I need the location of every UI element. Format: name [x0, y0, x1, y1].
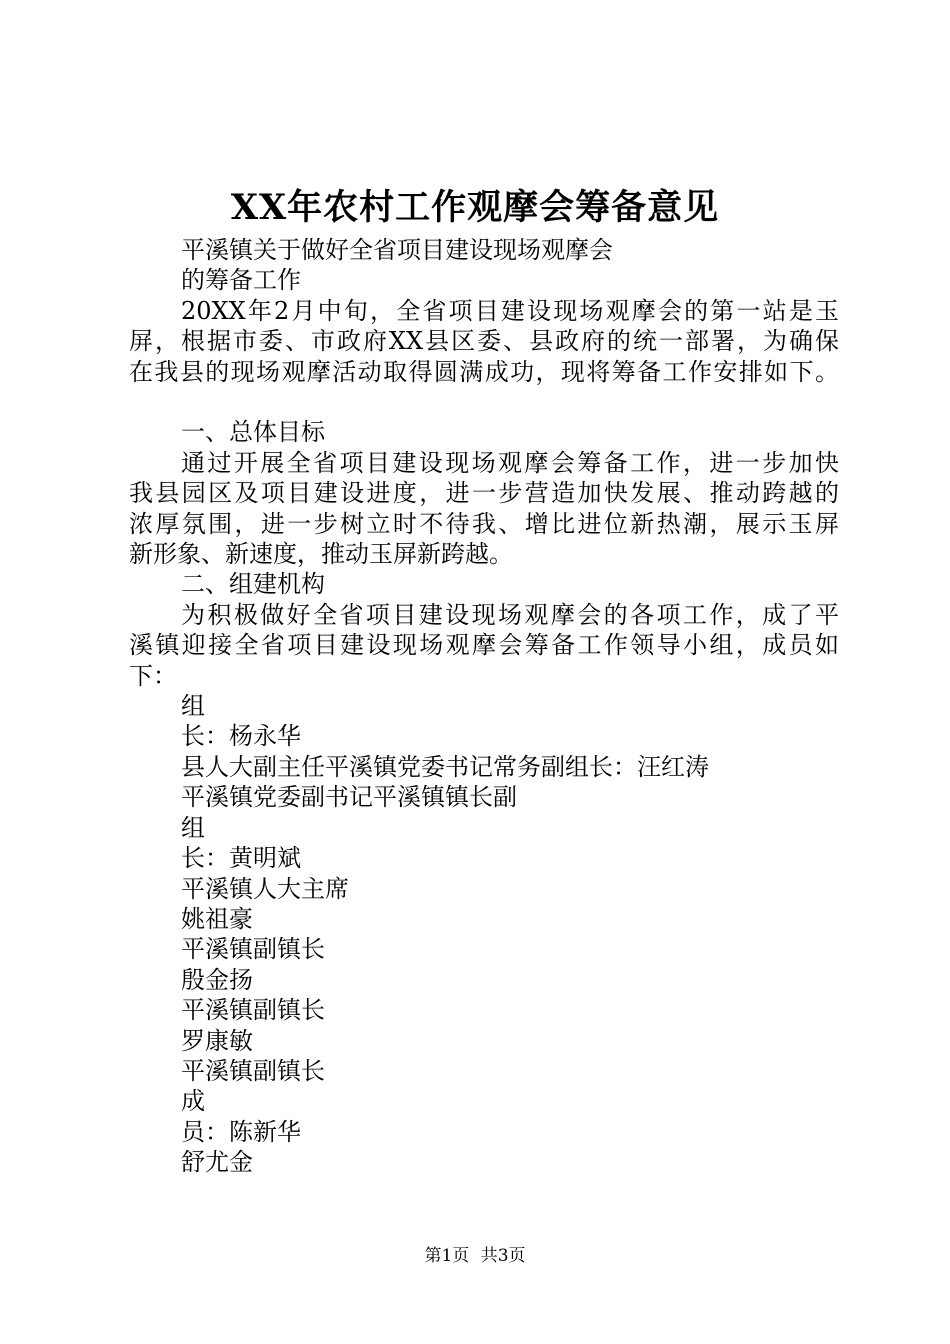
text-line: 的筹备工作: [181, 266, 301, 295]
text-line: 平溪镇党委副书记平溪镇镇长副: [181, 783, 517, 812]
text-line: 下：: [129, 661, 177, 690]
text-line: 组: [181, 692, 205, 721]
page-footer: [0, 1245, 950, 1267]
text-line: 县人大副主任平溪镇党委书记常务副组长：汪红涛: [181, 752, 709, 781]
text-line: 通过开展全省项目建设现场观摩会筹备工作，进一步加快: [181, 448, 839, 477]
text-line: 在我县的现场观摩活动取得圆满成功，现将筹备工作安排如下。: [129, 357, 839, 386]
text-line: 溪镇迎接全省项目建设现场观摩会筹备工作领导小组，成员如: [129, 631, 839, 660]
text-line: 舒尤金: [181, 1148, 253, 1177]
page-number-current: 第1页: [424, 1246, 470, 1266]
text-line: 平溪镇人大主席: [181, 874, 349, 903]
blank-line: [129, 387, 839, 417]
text-line: 成: [181, 1087, 205, 1116]
text-line: 平溪镇副镇长: [181, 935, 325, 964]
text-line: 平溪镇副镇长: [181, 1056, 325, 1085]
text-line: 殷金扬: [181, 965, 253, 994]
text-line: 屏，根据市委、市政府XX县区委、县政府的统一部署，为确保: [129, 327, 839, 356]
text-line: 长：杨永华: [181, 722, 301, 751]
text-line: 长：黄明斌: [181, 844, 301, 873]
text-line: 新形象、新速度，推动玉屏新跨越。: [129, 540, 513, 569]
text-line: 一、总体目标: [181, 418, 325, 447]
text-line: 二、组建机构: [181, 570, 325, 599]
text-line: 员：陈新华: [181, 1117, 301, 1146]
document-body: [129, 235, 839, 1178]
page-number-total: 共3页: [480, 1246, 526, 1266]
text-line: 平溪镇副镇长: [181, 996, 325, 1025]
text-line: 为积极做好全省项目建设现场观摩会的各项工作，成了平: [181, 600, 839, 629]
document-title: XX年农村工作观摩会筹备意见: [230, 187, 720, 228]
text-line: 浓厚氛围，进一步树立时不待我、增比进位新热潮，展示玉屏: [129, 509, 839, 538]
text-line: 罗康敏: [181, 1026, 253, 1055]
text-line: 组: [181, 813, 205, 842]
text-line: 我县园区及项目建设进度，进一步营造加快发展、推动跨越的: [129, 479, 839, 508]
text-line: 姚祖豪: [181, 904, 253, 933]
text-line: 平溪镇关于做好全省项目建设现场观摩会: [181, 236, 613, 264]
text-line: 20XX年2月中旬，全省项目建设现场观摩会的第一站是玉: [181, 296, 839, 325]
